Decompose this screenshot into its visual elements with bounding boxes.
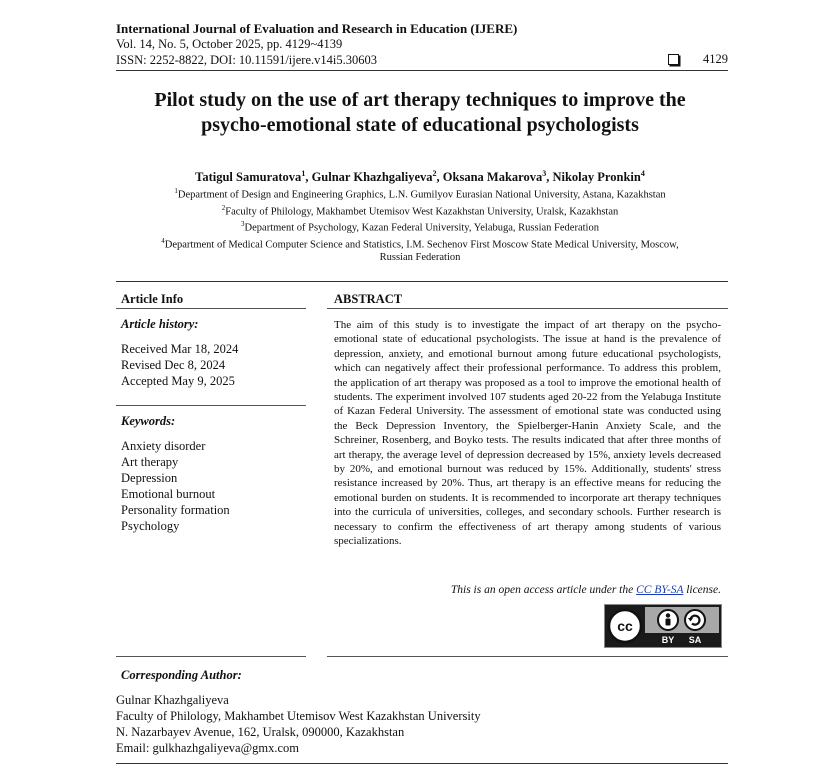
footer-rule (116, 763, 728, 764)
corresponding-heading: Corresponding Author: (121, 668, 242, 682)
title-line-1: Pilot study on the use of art therapy techniques to improve the (154, 89, 686, 111)
share-alike-icon (685, 610, 705, 630)
affiliation-line: Russian Federation (379, 252, 461, 263)
author-name: Tatigul Samuratova (195, 170, 302, 185)
affil-sup: 1 (174, 187, 178, 195)
paper-title (100, 88, 740, 138)
corresponding-name: Gulnar Khazhgaliyeva (116, 693, 229, 707)
affiliation-line (100, 235, 740, 252)
page-number: 4129 (703, 52, 728, 66)
article-history (121, 341, 238, 389)
keywords-rule (116, 405, 306, 406)
affil-text: Department of Medical Computer Science and Statistics, I.M. Sechenov First Moscow State Medical University, Moscow, (164, 239, 679, 250)
received-date: Received Mar 18, 2024 (121, 342, 239, 356)
section-divider-top (116, 281, 728, 282)
affiliations (100, 185, 740, 264)
corresponding-institution: Faculty of Philology, Makhambet Utemisov West Kazakhstan University (116, 709, 481, 723)
cc-by-sa-badge[interactable] (604, 604, 722, 648)
author-sup: 3 (542, 169, 547, 178)
author-sup: 1 (301, 169, 306, 178)
revised-date: Revised Dec 8, 2024 (121, 358, 226, 372)
keyword-item: Anxiety disorder (121, 439, 206, 453)
abstract-bottom-rule (327, 656, 728, 657)
corresponding-email[interactable]: Email: gulkhazhgaliyeva@gmx.com (116, 741, 299, 755)
affil-text: Faculty of Philology, Makhambet Utemisov West Kazakhstan University, Uralsk, Kazakhstan (225, 206, 619, 217)
license-prefix: This is an open access article under the (450, 584, 634, 596)
affiliation-line (100, 218, 740, 235)
author-sup: 2 (432, 169, 437, 178)
author-name: Oksana Makarova (442, 170, 543, 185)
author-sup: 4 (640, 169, 645, 178)
cc-by-sa-link[interactable]: CC BY-SA (636, 584, 684, 596)
affil-sup: 4 (161, 236, 165, 245)
cc-badge-graphic (605, 605, 721, 647)
abstract-heading: ABSTRACT (334, 292, 403, 306)
abstract-rule (327, 308, 728, 309)
square-bullet-icon (668, 54, 679, 65)
author-name: Nikolay Pronkin (552, 170, 641, 185)
author-name: Gulnar Khazhgaliyeva (311, 170, 433, 185)
affiliation-line (100, 202, 740, 219)
article-info-heading: Article Info (121, 292, 184, 306)
corresponding-address: N. Nazarbayev Avenue, 162, Uralsk, 090000, Kazakhstan (116, 725, 405, 739)
author-list: Tatigul Samuratova$^1$, Gulnar Khazhgaliyeva$^2$, Oksana Makarova$^3$, Nikolay Pronkin$^4$ (195, 169, 645, 185)
issn-doi: ISSN: 2252-8822, DOI: 10.11591/ijere.v14i5.30603 (116, 53, 377, 67)
affil-text: Department of Psychology, Kazan Federal University, Yelabuga, Russian Federation (244, 222, 599, 234)
affiliation-line (100, 185, 740, 202)
license-note (334, 584, 721, 596)
affil-sup: 2 (221, 203, 226, 212)
volume-info: Vol. 14, No. 5, October 2025, pp. 4129~4139 (116, 37, 343, 51)
license-suffix: license. (686, 584, 721, 596)
keyword-item: Depression (121, 471, 178, 485)
keywords-heading: Keywords: (121, 414, 176, 428)
abstract-text: The aim of this study is to investigate the impact of art therapy on the psycho-emotional state of educational psychologists. The issue at hand is the prevalence of depression, anxiety, and emotional burnout among future educational psychologists, which can negatively affect their professional performance. To address this problem, the application of art therapy was proposed as a tool to improve the emotional health of students. The experiment involved 107 students aged 20-22 from the Yelabuga Institute of Kazan Federal University. The assessment of emotional state was conducted using the Beck Depression Inventory, the Spielberger-Hanin Anxiety Scale, and the Schreiner, Rosenberg, and Boyko tests. The results indicated that after three months of art therapy, the average level of depression decreased by 15%, anxiety levels decreased by 20%, and emotional burnout was reduced by 15%. Additionally, students' stress resistance increased by 20%. Thus, art therapy is an effective means for reducing the emotional burden on students. It is recommended to incorporate art therapy techniques into the curricula of universities, colleges, and secondary schools. Further research is necessary to confirm the effectiveness of art therapy among students of various specializations. (334, 319, 721, 548)
keyword-item: Art therapy (121, 455, 179, 469)
corresponding-details (116, 692, 481, 756)
badge-sa-label: SA (688, 635, 702, 645)
keyword-item: Personality formation (121, 503, 230, 517)
title-line-2: psycho-emotional state of educational psychologists (201, 114, 639, 136)
keyword-item: Emotional burnout (121, 487, 216, 501)
affil-text: Department of Design and Engineering Graphics, L.N. Gumilyov Eurasian National University, Astana, Kazakhstan (177, 189, 666, 201)
accepted-date: Accepted May 9, 2025 (121, 374, 235, 388)
header-divider (116, 70, 728, 71)
article-history-heading: Article history: (121, 317, 199, 331)
journal-name: International Journal of Evaluation and Research in Education (IJERE) (116, 21, 518, 36)
article-info-bottom-rule (116, 656, 306, 657)
keyword-item: Psychology (121, 519, 180, 533)
affil-sup: 3 (241, 220, 245, 228)
keyword-list (121, 438, 230, 534)
article-info-rule (116, 308, 306, 309)
page-number-box (668, 52, 728, 67)
cc-icon-label: cc (617, 618, 633, 634)
badge-by-label: BY (661, 635, 675, 645)
